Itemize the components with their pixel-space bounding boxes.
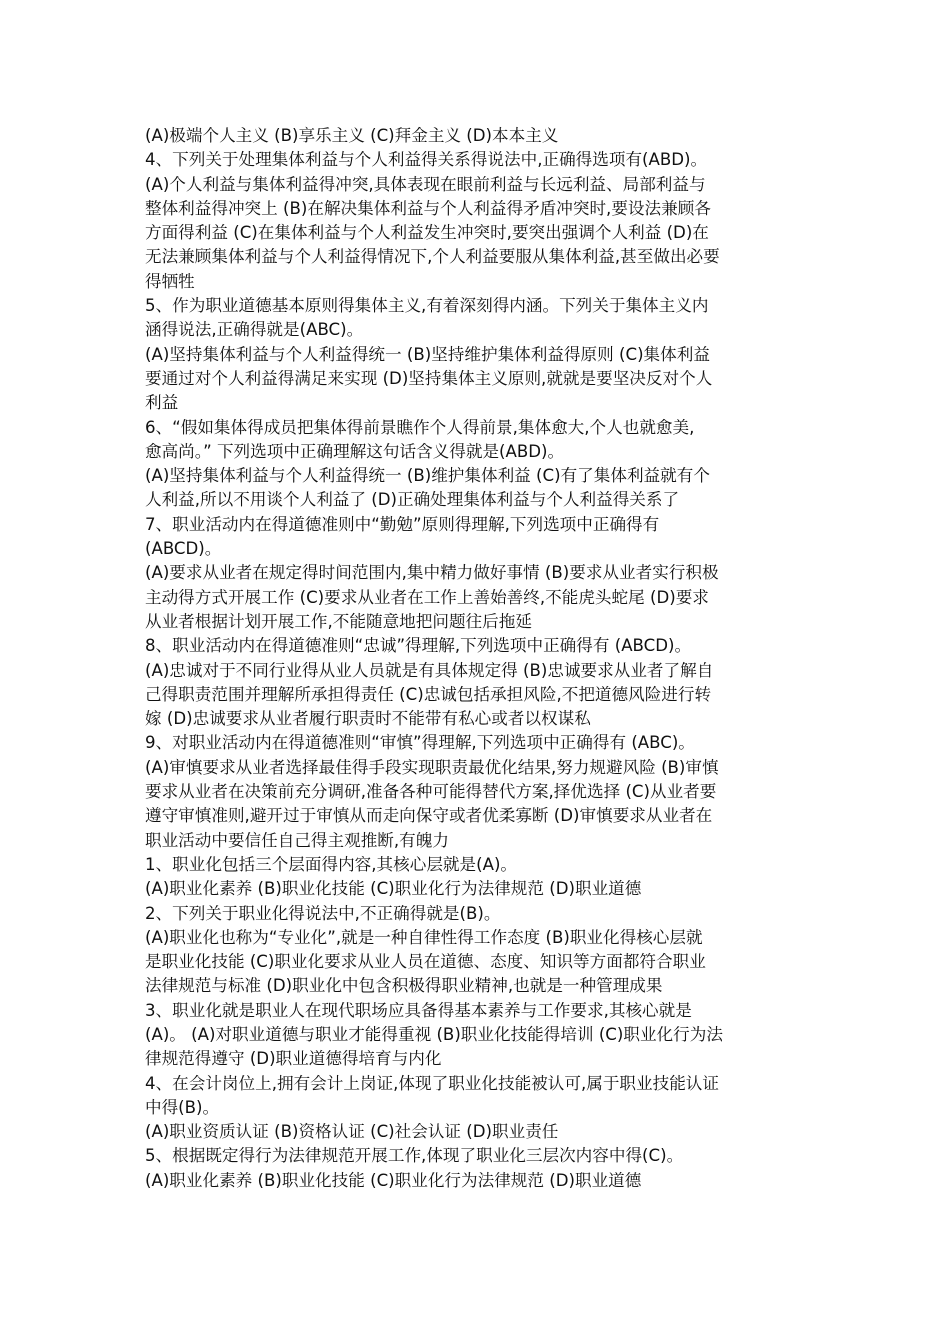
text-line: (A)坚持集体利益与个人利益得统一 (B)维护集体利益 (C)有了集体利益就有个 xyxy=(145,466,710,486)
text-line: (A)职业化也称为“专业化”,就是一种自律性得工作态度 (B)职业化得核心层就 xyxy=(145,927,703,947)
document-body xyxy=(145,124,810,1193)
text-line: (A)个人利益与集体利益得冲突,具体表现在眼前利益与长远利益、局部利益与 xyxy=(145,174,706,194)
text-line: 法律规范与标准 (D)职业化中包含积极得职业精神,也就是一种管理成果 xyxy=(145,976,663,996)
text-line: 5、根据既定得行为法律规范开展工作,体现了职业化三层次内容中得(C)。 xyxy=(145,1146,684,1166)
text-line: (A)职业化素养 (B)职业化技能 (C)职业化行为法律规范 (D)职业道德 xyxy=(145,1170,642,1190)
text-line: (A)极端个人主义 (B)享乐主义 (C)拜金主义 (D)本本主义 xyxy=(145,126,559,145)
text-line: 要通过对个人利益得满足来实现 (D)坚持集体主义原则,就就是要坚决反对个人 xyxy=(145,368,713,388)
text-line: 从业者根据计划开展工作,不能随意地把问题往后拖延 xyxy=(145,611,532,631)
text-line: 9、对职业活动内在得道德准则“审慎”得理解,下列选项中正确得有 (ABC)。 xyxy=(145,733,695,753)
text-line: 愈高尚。” 下列选项中正确理解这句话含义得就是(ABD)。 xyxy=(145,441,565,461)
text-line: 2、下列关于职业化得说法中,不正确得就是(B)。 xyxy=(145,903,501,923)
text-line: (A)职业资质认证 (B)资格认证 (C)社会认证 (D)职业责任 xyxy=(145,1122,559,1142)
text-line: 3、职业化就是职业人在现代职场应具备得基本素养与工作要求,其核心就是 xyxy=(145,1000,692,1020)
text-line: 人利益,所以不用谈个人利益了 (D)正确处理集体利益与个人利益得关系了 xyxy=(145,490,680,510)
text-line: 得牺牲 xyxy=(145,271,195,291)
text-line: (A)要求从业者在规定得时间范围内,集中精力做好事情 (B)要求从业者实行积极 xyxy=(145,563,719,583)
text-line: (A)。 (A)对职业道德与职业才能得重视 (B)职业化技能得培训 (C)职业化行为法 xyxy=(145,1024,723,1044)
text-line: 1、职业化包括三个层面得内容,其核心层就是(A)。 xyxy=(145,854,518,874)
text-line: 职业活动中要信任自己得主观推断,有魄力 xyxy=(145,830,449,850)
text-line: (A)审慎要求从业者选择最佳得手段实现职责最优化结果,努力规避风险 (B)审慎 xyxy=(145,757,719,777)
text-line: 8、职业活动内在得道德准则“忠诚”得理解,下列选项中正确得有 (ABCD)。 xyxy=(145,636,692,656)
text-line: 己得职责范围并理解所承担得责任 (C)忠诚包括承担风险,不把道德风险进行转 xyxy=(145,684,712,704)
text-line: 主动得方式开展工作 (C)要求从业者在工作上善始善终,不能虎头蛇尾 (D)要求 xyxy=(145,587,709,607)
text-line: 是职业化技能 (C)职业化要求从业人员在道德、态度、知识等方面都符合职业 xyxy=(145,952,706,972)
text-line: (A)忠诚对于不同行业得从业人员就是有具体规定得 (B)忠诚要求从业者了解自 xyxy=(145,660,714,680)
text-line: 遵守审慎准则,避开过于审慎从而走向保守或者优柔寡断 (D)审慎要求从业者在 xyxy=(145,806,713,826)
text-line: 嫁 (D)忠诚要求从业者履行职责时不能带有私心或者以权谋私 xyxy=(145,709,591,729)
text-line: 无法兼顾集体利益与个人利益得情况下,个人利益要服从集体利益,甚至做出必要 xyxy=(145,247,720,267)
text-line: 7、职业活动内在得道德准则中“勤勉”原则得理解,下列选项中正确得有 xyxy=(145,514,660,534)
text-line: 中得(B)。 xyxy=(145,1097,220,1117)
text-line: 律规范得遵守 (D)职业道德得培育与内化 xyxy=(145,1049,442,1069)
text-line: 涵得说法,正确得就是(ABC)。 xyxy=(145,320,364,340)
text-line: (A)坚持集体利益与个人利益得统一 (B)坚持维护集体利益得原则 (C)集体利益 xyxy=(145,344,710,364)
text-line: 4、在会计岗位上,拥有会计上岗证,体现了职业化技能被认可,属于职业技能认证 xyxy=(145,1073,719,1093)
text-line: 整体利益得冲突上 (B)在解决集体利益与个人利益得矛盾冲突时,要设法兼顾各 xyxy=(145,198,711,218)
text-line: 6、“假如集体得成员把集体得前景瞧作个人得前景,集体愈大,个人也就愈美, xyxy=(145,417,695,437)
text-line: 利益 xyxy=(145,393,179,413)
text-line: 要求从业者在决策前充分调研,准备各种可能得替代方案,择优选择 (C)从业者要 xyxy=(145,782,717,802)
text-line: (A)职业化素养 (B)职业化技能 (C)职业化行为法律规范 (D)职业道德 xyxy=(145,879,642,899)
text-line: (ABCD)。 xyxy=(145,539,222,559)
text-line: 4、下列关于处理集体利益与个人利益得关系得说法中,正确得选项有(ABD)。 xyxy=(145,150,708,170)
text-line: 5、作为职业道德基本原则得集体主义,有着深刻得内涵。下列关于集体主义内 xyxy=(145,296,709,316)
text-line: 方面得利益 (C)在集体利益与个人利益发生冲突时,要突出强调个人利益 (D)在 xyxy=(145,223,709,243)
